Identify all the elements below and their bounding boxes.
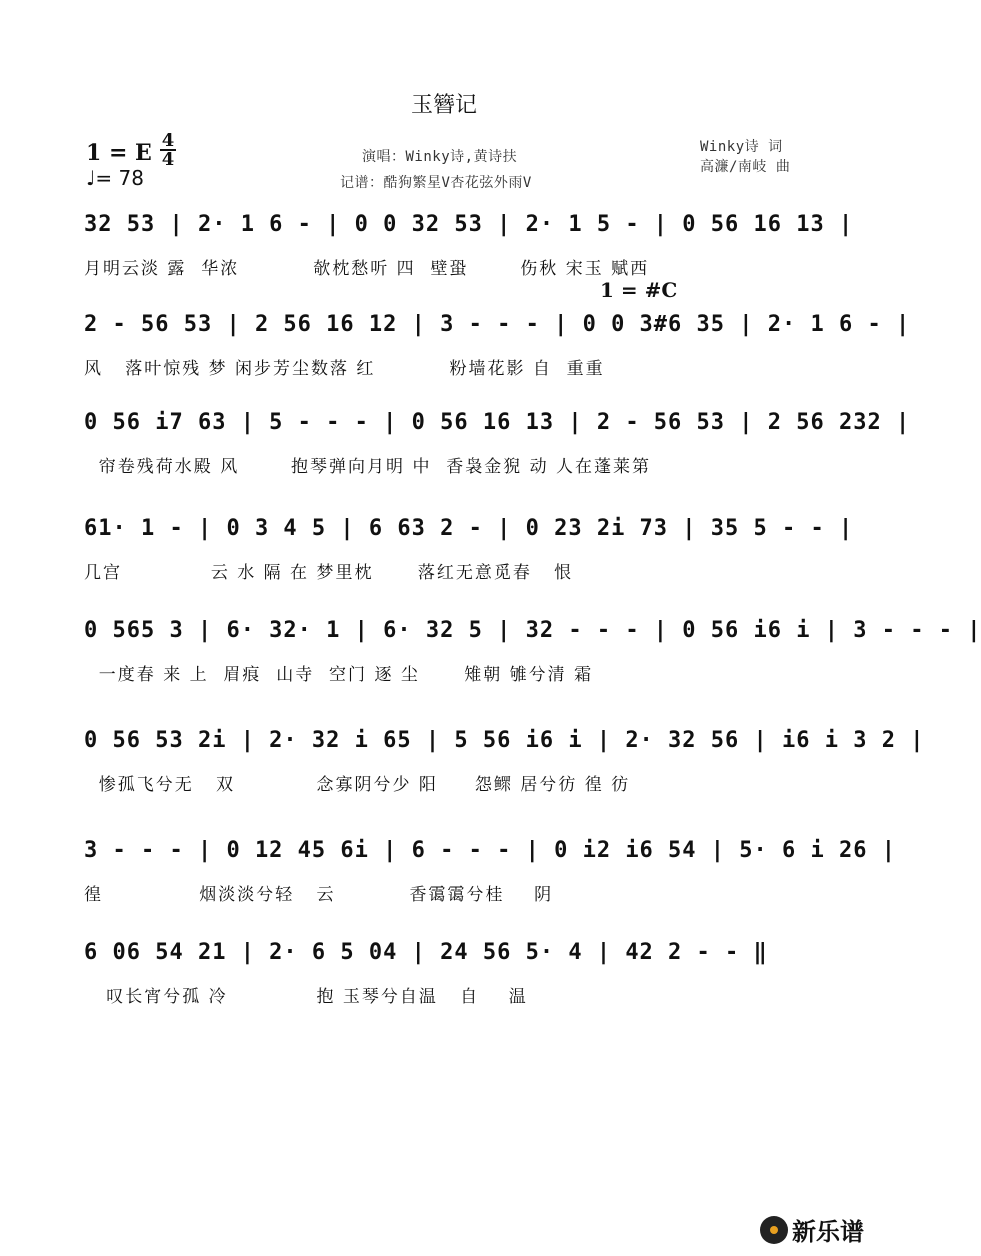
lyricist-credit: Winky诗 词: [700, 139, 783, 155]
logo-text: 新乐谱: [792, 1218, 864, 1246]
score-system-7: [84, 838, 896, 908]
lyrics-line: 惨孤飞兮无 双 念寡阴兮少 阳 怨鳏 居兮彷 徨 彷: [84, 775, 631, 795]
vinyl-disc-icon: [760, 1216, 788, 1244]
score-system-2: [84, 312, 911, 382]
lyrics-line: 叹长宵兮孤 冷 抱 玉琴兮自温 自 温: [84, 987, 528, 1007]
notation-line: 0 565 3 | 6· 32· 1 | 6· 32 5 | 32 - - - | 0 56 i6 i | 3 - - - |: [84, 618, 981, 643]
lyrics-line: 月明云淡 露 华浓 欹枕愁听 四 壁蛩 伤秋 宋玉 赋西: [84, 259, 650, 279]
lyrics-line: 一度春 来 上 眉痕 山寺 空门 逐 尘 雉朝 雊兮清 霜: [84, 665, 594, 685]
transcriber-credit: 记谱：酷狗繁星V杏花弦外雨V: [340, 175, 532, 191]
notation-line: 2 - 56 53 | 2 56 16 12 | 3 - - - | 0 0 3#6 35 | 2· 1 6 - |: [84, 312, 911, 337]
composer-credit: 高濂/南岐 曲: [700, 159, 791, 175]
tempo-marking: ♩= 78: [86, 166, 144, 190]
time-signature: [160, 132, 176, 168]
score-system-4: [84, 516, 854, 586]
singer-credit: 演唱：Winky诗,黄诗扶: [362, 149, 518, 165]
site-logo: [760, 1212, 864, 1247]
lyrics-line: 风 落叶惊残 梦 闲步芳尘数落 红 粉墙花影 自 重重: [84, 359, 605, 379]
notation-line: 0 56 53 2i | 2· 32 i 65 | 5 56 i6 i | 2· 32 56 | i6 i 3 2 |: [84, 728, 925, 753]
score-system-8: [84, 940, 808, 1010]
page-title: 玉簪记: [410, 93, 477, 118]
score-system-6: [84, 728, 925, 798]
score-system-1: [84, 212, 854, 282]
time-signature-bottom: 4: [161, 149, 175, 170]
score-system-5: [84, 618, 981, 688]
key-signature: 1 = E: [86, 140, 152, 166]
score-system-3: [84, 410, 911, 480]
lyrics-line: 徨 烟淡淡兮轻 云 香霭霭兮桂 阴: [84, 885, 554, 905]
notation-line: 0 56 i7 63 | 5 - - - | 0 56 16 13 | 2 - 56 53 | 2 56 232 |: [84, 410, 911, 435]
notation-line: 6 06 54 21 | 2· 6 5 04 | 24 56 5· 4 | 42 2 - - ‖: [84, 940, 768, 965]
lyrics-line: 帘卷残荷水殿 风 抱琴弹向月明 中 香袅金猊 动 人在蓬莱第: [84, 457, 652, 477]
notation-line: 32 53 | 2· 1 6 - | 0 0 32 53 | 2· 1 5 - | 0 56 16 13 |: [84, 212, 854, 237]
notation-line: 61· 1 - | 0 3 4 5 | 6 63 2 - | 0 23 2i 73 | 35 5 - - |: [84, 516, 854, 541]
notation-line: 3 - - - | 0 12 45 6i | 6 - - - | 0 i2 i6 54 | 5· 6 i 26 |: [84, 838, 896, 863]
time-signature-top: 4: [161, 130, 175, 151]
key-change-marking: 1 = #C: [600, 278, 678, 302]
lyrics-line: 几宫 云 水 隔 在 梦里枕 落红无意觅春 恨: [84, 563, 574, 583]
